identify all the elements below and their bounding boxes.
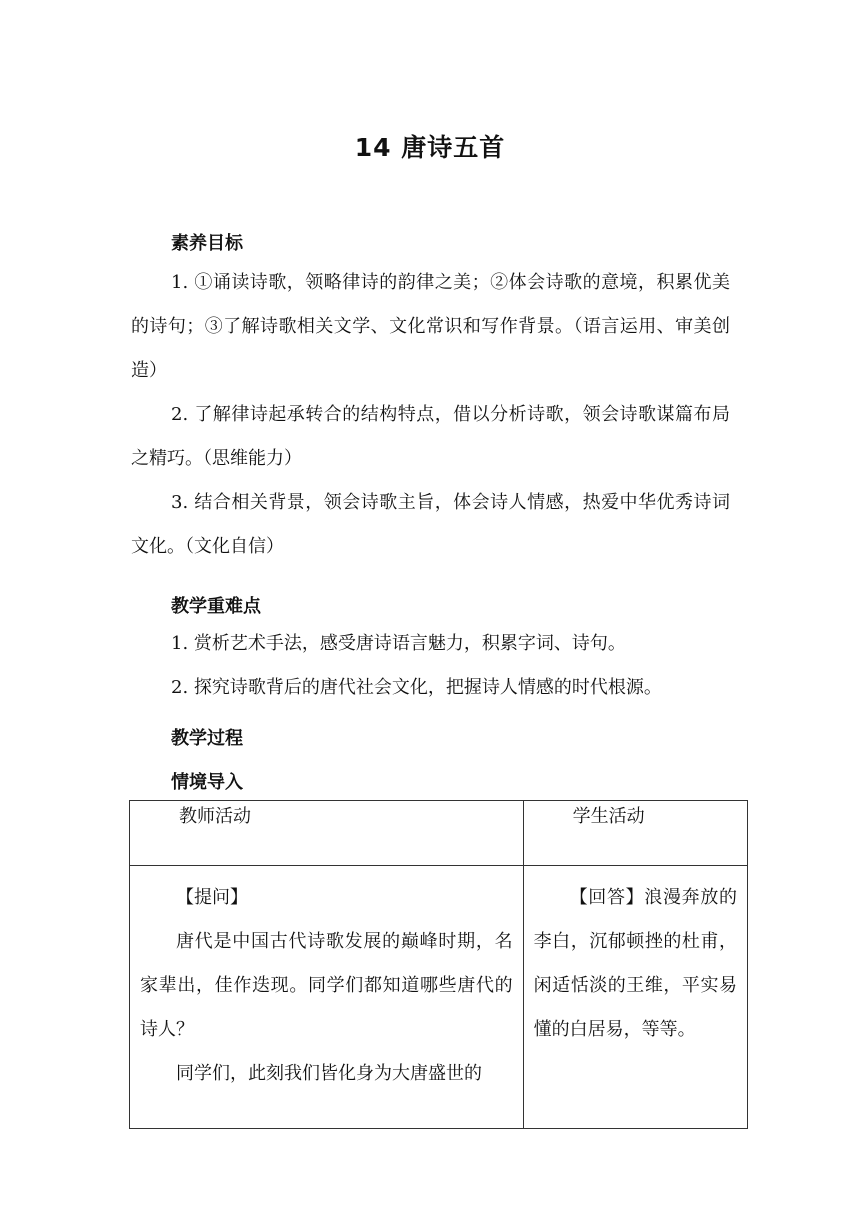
teacher-paragraph-2: 同学们，此刻我们皆化身为大唐盛世的 [176, 1063, 482, 1084]
intro-heading: 情境导入 [171, 772, 243, 793]
goals-heading: 素养目标 [171, 233, 243, 254]
goal-item-1: 1. ①诵读诗歌，领略律诗的韵律之美；②体会诗歌的意境，积累优美的诗句；③了解诗歌相关文学、文化常识和写作背景。（语言运用、审美创造） [131, 272, 730, 381]
goal-item-2: 2. 了解律诗起承转合的结构特点，借以分析诗歌，领会诗歌谋篇布局之精巧。（思维能力） [131, 404, 730, 469]
key-point-item-1: 1. 赏析艺术手法，感受唐诗语言魅力，积累字词、诗句。 [171, 633, 626, 654]
student-answer: 【回答】浪漫奔放的李白，沉郁顿挫的杜甫，闲适恬淡的王维，平实易懂的白居易，等等。 [533, 887, 737, 1040]
page-title: 14 唐诗五首 [354, 133, 506, 162]
teacher-activity-cell [130, 866, 524, 1129]
header-teacher-label: 教师活动 [179, 806, 251, 827]
process-heading: 教学过程 [171, 728, 243, 749]
table-header-row [130, 801, 748, 866]
teacher-paragraph-1: 唐代是中国古代诗歌发展的巅峰时期，名家辈出，佳作迭现。同学们都知道哪些唐代的诗人？ [140, 931, 513, 1040]
header-student-label: 学生活动 [572, 806, 645, 827]
student-activity-cell [523, 866, 747, 1129]
header-cell-student [523, 801, 747, 866]
goal-item-3: 3. 结合相关背景，领会诗歌主旨，体会诗人情感，热爱中华优秀诗词文化。（文化自信） [131, 492, 730, 557]
table-row [130, 866, 748, 1129]
teacher-question-tag: 【提问】 [176, 887, 248, 908]
activities-table [129, 800, 748, 1129]
key-points-heading: 教学重难点 [171, 596, 261, 617]
header-cell-teacher [130, 801, 524, 866]
key-point-item-2: 2. 探究诗歌背后的唐代社会文化，把握诗人情感的时代根源。 [171, 677, 662, 698]
